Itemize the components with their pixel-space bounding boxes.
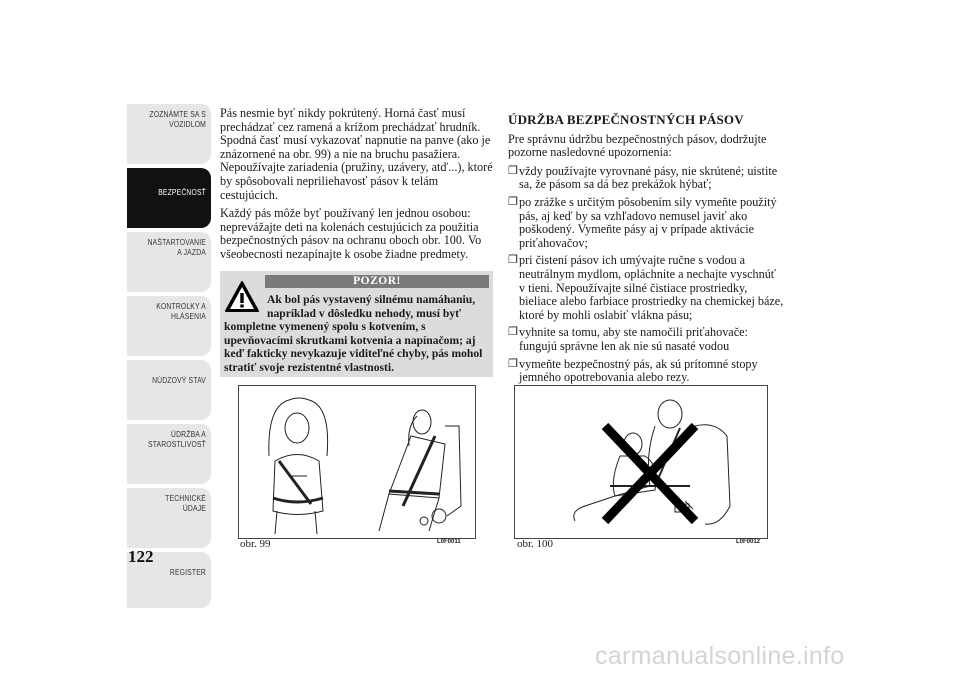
sidebar-item-kontrolky[interactable] <box>127 296 211 356</box>
figure-caption: obr. 100 <box>517 538 554 550</box>
warning-text-rest: kompletne vymenený spolu s kotvením, s upevňovacími skrutkami kotvenia a napínačom; aj keď fakticky nevykazuje viditeľné chyby, pás mohol stratiť svoje rezistentné vlastnosti. <box>224 320 483 374</box>
child-on-lap-illustration <box>515 386 767 538</box>
section-heading: ÚDRŽBA BEZPEČNOSTNÝCH PÁSOV <box>508 112 744 127</box>
sidebar-item-label: VOZIDLOM <box>169 120 206 129</box>
seatbelt-illustration <box>239 386 475 538</box>
sidebar-item-label: BEZPEČNOSŤ <box>158 188 206 197</box>
paragraph: Pás nesmie byť nikdy pokrútený. Horná časť musí prechádzať cez ramená a krížom prechádzať hrudník. Spodná časť musí vykazovať napnutie na panve (ako je znázornené na obr. 99) a nie na bruchu pasažiera. Nepoužívajte zariadenia (pružiny, uzávery, atď...), ktoré by spôsobovali nepriliehavosť pásov k telám cestujúcich. <box>220 106 493 202</box>
sidebar-item-label: TECHNICKÉ <box>165 494 206 503</box>
sidebar-item-bezpecnost[interactable] <box>127 168 211 228</box>
list-item: ❒ vyhnite sa tomu, aby ste namočili priťahovače: fungujú správne len ak nie sú nasaté vodou <box>508 325 748 353</box>
sidebar-item-label: STAROSTLIVOSŤ <box>147 440 206 449</box>
sidebar-item-label: ÚDRŽBA A <box>171 430 206 439</box>
sidebar-item-technicke-udaje[interactable] <box>127 488 211 548</box>
sidebar-item-label: NÚDZOVÝ STAV <box>152 376 206 385</box>
sidebar-item-label: ÚDAJE <box>182 504 206 513</box>
list-item: ❒ po zrážke s určitým pôsobením sily vymeňte použitý pás, aj keď by sa vzhľadovo nemusel javiť ako poškodený. Vymeňte pásy aj v prípade aktivácie priťahovačov; <box>508 194 777 250</box>
figure-seatbelt-incorrect <box>514 385 768 539</box>
page-number: 122 <box>128 547 154 566</box>
checkbox-bullet-icon: ❒ <box>508 195 518 208</box>
watermark: carmanualsonline.info <box>595 642 845 670</box>
checkbox-bullet-icon: ❒ <box>508 357 518 370</box>
sidebar-item-label: ZOZNÁMTE SA S <box>149 110 206 119</box>
sidebar-item-label: A JAZDA <box>177 248 206 257</box>
checkbox-bullet-icon: ❒ <box>508 254 518 267</box>
intro-paragraph: Pre správnu údržbu bezpečnostných pásov, dodržujte pozorne nasledovné upozornenia: <box>508 131 767 160</box>
checkbox-bullet-icon: ❒ <box>508 326 518 339</box>
warning-box <box>220 271 493 377</box>
sidebar-item-udrzba[interactable] <box>127 424 211 484</box>
left-column <box>220 107 496 267</box>
maintenance-list <box>508 165 784 385</box>
list-item: ❒ vždy používajte vyrovnané pásy, nie skrútené; uistite sa, že pásom sa dá bez prekážok hýbať; <box>508 163 778 192</box>
figure-caption: obr. 99 <box>240 538 271 550</box>
warning-text-indented: Ak bol pás vystavený silnému namáhaniu, napríklad v dôsledku nehody, musí byť <box>267 293 476 320</box>
figure-seatbelt-correct <box>238 385 476 539</box>
sidebar-item-label: NAŠTARTOVANIE <box>147 238 206 247</box>
sidebar-item-zoznamte-sa[interactable] <box>127 104 211 164</box>
sidebar-item-label: KONTROLKY A <box>156 302 206 311</box>
sidebar-item-label: HLÁSENIA <box>171 312 206 321</box>
list-item: ❒ pri čistení pásov ich umývajte ručne s vodou a neutrálnym mydlom, opláchnite a nechajte vyschnúť v tieni. Nepoužívajte silné čistiace prostriedky, bieliace alebo farbiace prostriedky na chemickej báze, ktoré by mohli oslabiť vlákna pásu; <box>508 253 784 322</box>
warning-text <box>224 293 489 375</box>
paragraph: Každý pás môže byť používaný len jednou osobou: neprevážajte deti na kolenách cestujúcich za použitia bezpečnostných pásov na ochranu oboch obr. 100. Vo všeobecnosti nezapínajte k osobe žiadne predmety. <box>220 206 482 261</box>
checkbox-bullet-icon: ❒ <box>508 164 518 177</box>
figure-code: L0F0012 <box>736 539 761 545</box>
sidebar-item-nudzovy-stav[interactable] <box>127 360 211 420</box>
warning-title: POZOR! <box>265 275 489 288</box>
list-item: ❒ vymeňte bezpečnostný pás, ak sú prítomné stopy jemného opotrebovania alebo rezy. <box>508 356 758 385</box>
figure-code: L0F0011 <box>437 539 461 545</box>
right-column <box>508 107 784 389</box>
sidebar-item-label: REGISTER <box>169 568 206 577</box>
sidebar-item-nastartovanie[interactable] <box>127 232 211 292</box>
